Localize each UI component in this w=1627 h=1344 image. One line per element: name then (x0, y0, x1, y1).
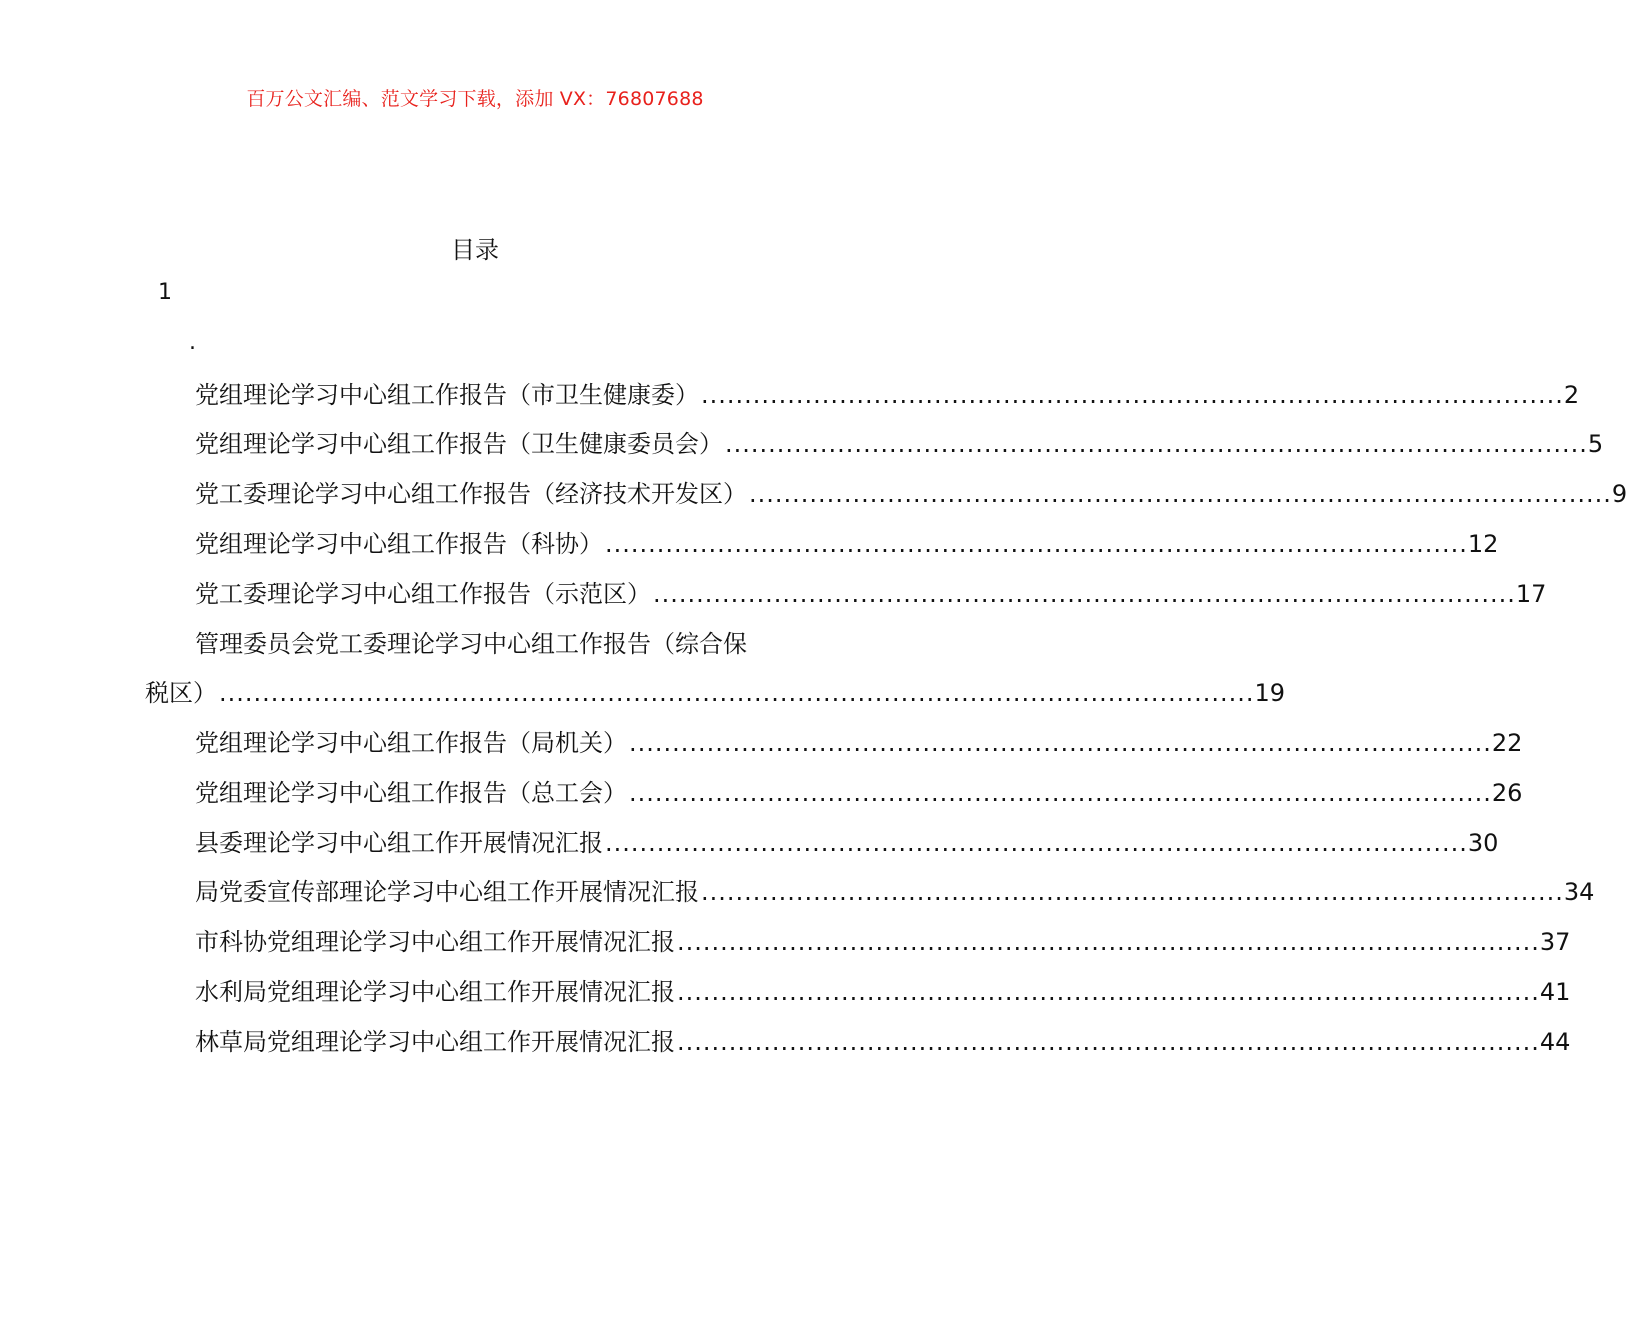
toc-entry-label: 党组理论学习中心组工作报告（局机关） (195, 729, 627, 757)
toc-entry[interactable] (145, 868, 1595, 917)
header-note: 百万公文汇编、范文学习下载，添加 VX：76807688 (246, 88, 704, 110)
toc-leader-dots: ........................................................................................................................ (219, 679, 1255, 707)
toc-entry[interactable] (145, 520, 1499, 569)
toc-entry[interactable] (145, 620, 1286, 718)
toc-entry-page: 12 (1467, 530, 1499, 558)
toc-entry[interactable] (145, 819, 1499, 868)
toc-leader-dots: .................................................................................................... (701, 878, 1564, 906)
toc-entry-label: 党组理论学习中心组工作报告（卫生健康委员会） (195, 430, 723, 458)
toc-leader-dots: .................................................................................................... (605, 829, 1468, 857)
toc-title: 目录 (451, 236, 499, 264)
toc-entry-label: 管理委员会党工委理论学习中心组工作报告（综合保 (195, 630, 747, 658)
toc-entry[interactable] (145, 968, 1571, 1017)
toc-entry[interactable] (145, 1018, 1571, 1067)
toc-entry-label: 党工委理论学习中心组工作报告（经济技术开发区） (195, 480, 747, 508)
toc-entry[interactable] (145, 918, 1571, 967)
toc-entry-page: 44 (1539, 1028, 1571, 1056)
toc-entry-page: 22 (1491, 729, 1523, 757)
toc-entry-label: 林草局党组理论学习中心组工作开展情况汇报 (195, 1028, 675, 1056)
toc-entry-page: 37 (1539, 928, 1571, 956)
toc-leader-dots: .................................................................................................... (653, 580, 1516, 608)
toc-leader-dots: .................................................................................................... (677, 978, 1540, 1006)
toc-entry[interactable] (145, 719, 1523, 768)
toc-leader-dots: .................................................................................................... (605, 530, 1468, 558)
toc-leader-dots: .................................................................................................... (725, 430, 1588, 458)
toc-entry-label: 党工委理论学习中心组工作报告（示范区） (195, 580, 651, 608)
toc-entry-page: 41 (1539, 978, 1571, 1006)
toc-entry[interactable] (145, 371, 1580, 420)
toc-entry-label: 局党委宣传部理论学习中心组工作开展情况汇报 (195, 878, 699, 906)
toc-entry-page: 2 (1563, 381, 1580, 409)
toc-entry[interactable] (145, 470, 1627, 519)
toc-entry-page: 9 (1611, 480, 1627, 508)
toc-entry-page: 26 (1491, 779, 1523, 807)
toc-entry[interactable] (145, 420, 1604, 469)
toc-entry[interactable] (145, 570, 1547, 619)
toc-entry-label: 党组理论学习中心组工作报告（市卫生健康委） (195, 381, 699, 409)
toc-entry-page: 30 (1467, 829, 1499, 857)
toc-entry-label: 党组理论学习中心组工作报告（总工会） (195, 779, 627, 807)
toc-entry-label-continued: 税区） (145, 679, 217, 707)
toc-leader-dots: .................................................................................................... (677, 1028, 1540, 1056)
toc-entry-page: 17 (1515, 580, 1547, 608)
toc-entry[interactable] (145, 769, 1523, 818)
toc-entry-page: 19 (1254, 679, 1286, 707)
toc-entry-label: 水利局党组理论学习中心组工作开展情况汇报 (195, 978, 675, 1006)
toc-section-number: 1 (158, 280, 172, 305)
toc-entry-page: 5 (1587, 430, 1604, 458)
toc-leader-dots: .................................................................................................... (629, 729, 1492, 757)
toc-leader-dots: .................................................................................................... (677, 928, 1540, 956)
toc-leader-dots: .................................................................................................... (749, 480, 1612, 508)
toc-entry-label: 市科协党组理论学习中心组工作开展情况汇报 (195, 928, 675, 956)
toc-entry-label: 县委理论学习中心组工作开展情况汇报 (195, 829, 603, 857)
toc-entry-label: 党组理论学习中心组工作报告（科协） (195, 530, 603, 558)
toc-leader-dots: .................................................................................................... (701, 381, 1564, 409)
toc-leader-dots: .................................................................................................... (629, 779, 1492, 807)
toc-section-dot: . (189, 330, 196, 355)
toc-entry-page: 34 (1563, 878, 1595, 906)
